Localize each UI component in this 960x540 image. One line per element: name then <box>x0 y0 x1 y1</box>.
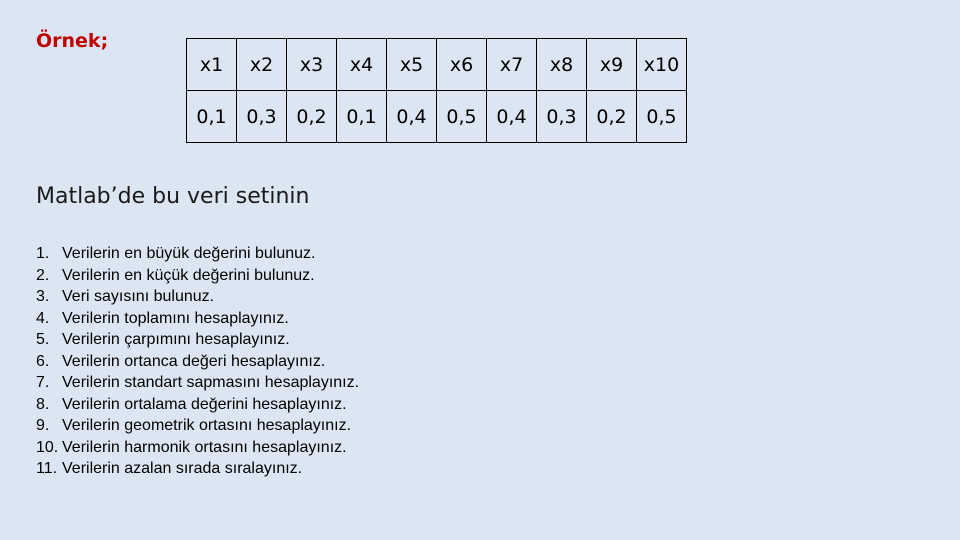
list-item-text: Veri sayısını bulunuz. <box>62 288 215 305</box>
header-cell: x2 <box>237 39 287 91</box>
value-cell: 0,3 <box>237 91 287 143</box>
list-item <box>36 458 359 480</box>
value-cell: 0,2 <box>287 91 337 143</box>
header-cell: x8 <box>537 39 587 91</box>
list-item-text: Verilerin toplamını hesaplayınız. <box>62 309 289 327</box>
list-item-number: 9. <box>36 417 50 434</box>
list-item-text: Verilerin geometrik ortasını hesaplayınız. <box>62 417 352 434</box>
list-item-text: Verilerin standart sapmasını hesaplayınız. <box>62 374 360 391</box>
header-cell: x10 <box>637 39 687 91</box>
list-item-number: 3. <box>36 288 50 305</box>
value-cell: 0,4 <box>387 91 437 143</box>
list-item <box>36 308 359 330</box>
list-item <box>36 265 359 287</box>
list-item-text: Verilerin çarpımını hesaplayınız. <box>62 331 290 348</box>
value-cell: 0,3 <box>537 91 587 143</box>
list-item-text: Verilerin en küçük değerini bulunuz. <box>62 266 315 284</box>
list-item-text: Verilerin harmonik ortasını hesaplayınız. <box>62 438 347 456</box>
header-cell: x5 <box>387 39 437 91</box>
header-cell: x7 <box>487 39 537 91</box>
value-row <box>187 91 687 143</box>
list-item <box>36 243 359 265</box>
header-cell: x9 <box>587 39 637 91</box>
list-item-text: Verilerin ortanca değeri hesaplayınız. <box>62 352 326 370</box>
list-item-number: 5. <box>36 331 50 348</box>
list-item-number: 6. <box>36 352 50 370</box>
list-item-number: 8. <box>36 395 50 413</box>
section-subtitle: Matlab’de bu veri setinin <box>36 184 310 209</box>
header-row <box>187 39 687 91</box>
value-cell: 0,4 <box>487 91 537 143</box>
header-cell: x3 <box>287 39 337 91</box>
list-item-number: 1. <box>36 245 50 262</box>
value-cell: 0,1 <box>337 91 387 143</box>
list-item-text: Verilerin ortalama değerini hesaplayınız. <box>62 395 347 413</box>
list-item <box>36 394 359 416</box>
list-item <box>36 372 359 394</box>
list-item-number: 4. <box>36 309 50 327</box>
task-list <box>36 243 359 480</box>
value-cell: 0,5 <box>437 91 487 143</box>
list-item <box>36 329 359 351</box>
list-item <box>36 351 359 373</box>
list-item-number: 11. <box>36 460 58 477</box>
data-table <box>186 38 687 143</box>
list-item <box>36 415 359 437</box>
list-item <box>36 286 359 308</box>
value-cell: 0,5 <box>637 91 687 143</box>
value-cell: 0,2 <box>587 91 637 143</box>
value-cell: 0,1 <box>187 91 237 143</box>
header-cell: x6 <box>437 39 487 91</box>
list-item-text: Verilerin azalan sırada sıralayınız. <box>62 460 303 477</box>
list-item-number: 2. <box>36 266 50 284</box>
list-item-text: Verilerin en büyük değerini bulunuz. <box>62 245 316 262</box>
list-item-number: 7. <box>36 374 50 391</box>
header-cell: x1 <box>187 39 237 91</box>
slide-title: Örnek; <box>36 30 109 52</box>
list-item-number: 10. <box>36 438 59 456</box>
list-item <box>36 437 359 459</box>
header-cell: x4 <box>337 39 387 91</box>
